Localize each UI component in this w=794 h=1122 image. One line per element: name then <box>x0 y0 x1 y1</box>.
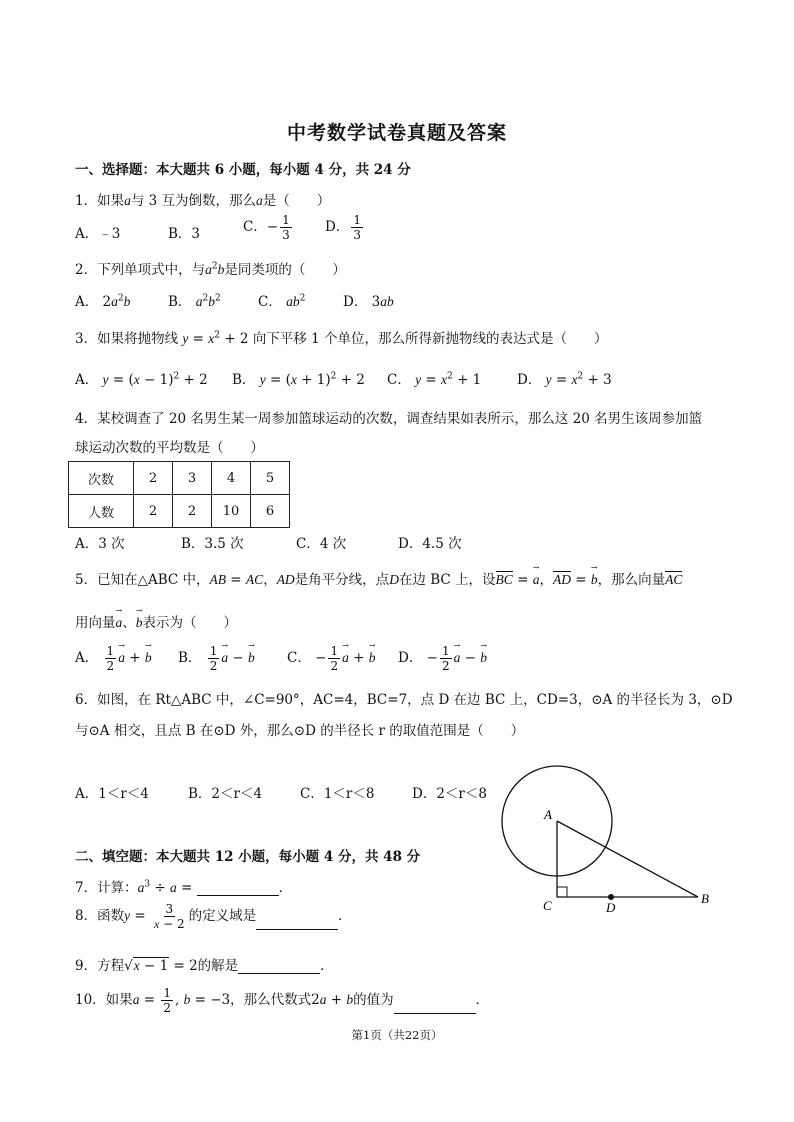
q2-option-b: B． $a^2b^2$ <box>168 293 221 310</box>
q5-text-2: ， <box>263 572 277 588</box>
table-row <box>69 495 290 528</box>
page-title: 中考数学试卷真题及答案 <box>286 122 507 144</box>
table-cell: 4 <box>212 462 251 495</box>
q4-option-a: A．3 次 <box>75 536 125 552</box>
q5-option-d: D． − $\frac{1}{2}$ → a − → b <box>398 645 487 672</box>
q1-option-d <box>325 214 365 241</box>
q1-text-3: 是（ ） <box>262 193 331 209</box>
question-2: 2．下列单项式中，与$a^2b$是同类项的（ ） <box>75 261 346 278</box>
question-5-line-2: 用向量→ a、→ b表示为（ ） <box>75 611 237 631</box>
right-angle-marker <box>557 887 567 897</box>
q1-options <box>75 222 120 242</box>
q9-text-1: 9．方程 <box>75 958 125 974</box>
q4-line-2: 球运动次数的平均数是（ ） <box>75 440 264 456</box>
question-5-line-1: 5．已知在△ABC 中，AB = AC，AD是角平分线，点D在边 BC 上，设BC = → a，AD = → b，那么向量AC <box>75 568 682 588</box>
q3-option-d: D． $y = x^2 + 3$ <box>517 371 612 388</box>
q1-text-2: 与 3 互为倒数，那么 <box>130 193 257 209</box>
q10-text-2: ，那么代数式 <box>230 992 312 1008</box>
table-cell: 3 <box>173 462 212 495</box>
q2-option-a: A． $2a^2b$ <box>75 293 131 310</box>
q3-option-b: B． $y = (x + 1)^2 + 2$ <box>232 371 365 388</box>
q5-option-c: C． − $\frac{1}{2}$ → a + → b <box>287 645 376 672</box>
q6-line-2: 与⊙A 相交，且点 B 在⊙D 外，那么⊙D 的半径长 r 的取值范围是（ ） <box>75 723 525 739</box>
q2-text-1: 2．下列单项式中，与 <box>75 262 206 278</box>
fraction: $\frac{1}{3}$ <box>353 213 361 242</box>
question-7: 7．计算：$a^3 \div a$ = ． <box>75 879 293 896</box>
q4-option-d: D．4.5 次 <box>398 536 462 552</box>
q5-text-7: 用向量 <box>75 615 116 631</box>
q1-option-d-label: D． <box>325 219 350 235</box>
table-cell: 5 <box>251 462 290 495</box>
q10-text-4: ． <box>475 992 490 1008</box>
q3-option-a: A． $y = (x - 1)^2 + 2$ <box>75 371 208 388</box>
q9-text-3: ． <box>320 958 334 974</box>
q8-text-2: 的定义域是 <box>188 908 257 924</box>
question-10: 10．如果a = $\frac{1}{2}$ , b = −3，那么代数式2a + b的值为 ． <box>75 986 490 1015</box>
segment-ab <box>557 821 698 897</box>
q7-text-1: 7．计算： <box>75 880 138 896</box>
q4-line-1: 4．某校调查了 20 名男生某一周参加篮球运动的次数，调查结果如表所示，那么这 20 名男生该周参加篮 <box>75 411 703 427</box>
var-a: a <box>256 193 263 208</box>
q1-option-c: C．− $\frac{1}{3}$ <box>243 213 290 242</box>
table-cell: 2 <box>134 495 173 528</box>
geometry-figure <box>495 760 725 915</box>
q1-text-1: 1．如果 <box>75 193 125 209</box>
q3-option-c: C． $y = x^2 + 1$ <box>387 371 482 388</box>
q2-option-c: C． $ab^2$ <box>258 293 306 310</box>
table-cell: 6 <box>251 495 290 528</box>
answer-blank[interactable] <box>394 1013 476 1014</box>
q5-text-3: 是角平分线，点 <box>294 572 390 588</box>
q5-text-5: ， <box>539 572 553 588</box>
label-a: A <box>544 807 552 822</box>
answer-blank[interactable] <box>238 973 320 974</box>
q2-text-2: 是同类项的（ ） <box>224 262 346 278</box>
q5-option-b: B． $\frac{1}{2}$ → a − → b <box>178 645 255 672</box>
question-3: 3．如果将抛物线 $y = x^2 + 2$ 向下平移 1 个单位，那么所得新抛物线的表达式是（ ） <box>75 330 608 347</box>
q6-option-a: A．1＜r＜4 <box>75 786 149 802</box>
page-footer: 第1页（共22页） <box>351 1028 443 1042</box>
q2-option-d: D． 3ab <box>343 294 394 310</box>
q5-text-9: 表示为（ ） <box>142 615 237 631</box>
q5-text-8: 、 <box>122 615 136 631</box>
section-heading-fill: 二、填空题：本大题共 12 小题，每小题 4 分，共 48 分 <box>75 849 421 865</box>
q6-line-1: 6．如图，在 Rt△ABC 中，∠C=90°，AC=4，BC=7，点 D 在边 BC 上，CD=3，⊙A 的半径长为 3，⊙D <box>75 692 733 708</box>
q1-option-b: B．3 <box>168 226 201 242</box>
var-a: a <box>124 193 131 208</box>
table-cell: 2 <box>134 462 173 495</box>
q4-option-c: C．4 次 <box>296 536 347 552</box>
label-d: D <box>606 900 616 915</box>
table-cell: 人数 <box>69 495 134 528</box>
q8-text-3: ． <box>338 908 352 924</box>
q8-text-1: 8．函数 <box>75 908 125 924</box>
q6-option-d: D．2＜r＜8 <box>412 786 487 802</box>
q3-text-1: 3．如果将抛物线 <box>75 331 179 347</box>
section-heading-choice: 一、选择题：本大题共 6 小题，每小题 4 分，共 24 分 <box>75 162 411 178</box>
q3-text-2: 向下平移 1 个单位，那么所得新抛物线的表达式是（ ） <box>252 331 608 347</box>
table-cell: 次数 <box>69 462 134 495</box>
table-row <box>69 462 290 495</box>
label-c: C <box>543 898 552 913</box>
q5-option-a: A． $\frac{1}{2}$ → a + → b <box>75 645 152 672</box>
q6-option-b: B．2＜r＜4 <box>188 786 263 802</box>
q4-option-b: B．3.5 次 <box>181 536 244 552</box>
fraction: $\frac{1}{3}$ <box>282 213 290 242</box>
label-b: B <box>701 891 709 906</box>
q6-option-c: C．1＜r＜8 <box>300 786 375 802</box>
q10-text-3: 的值为 <box>353 992 394 1008</box>
table-cell: 2 <box>173 495 212 528</box>
q5-text-6: ，那么向量 <box>597 572 666 588</box>
q5-text-1: 5．已知在△ABC 中， <box>75 572 210 588</box>
q1-option-c-label: C． <box>243 219 267 235</box>
answer-blank[interactable] <box>256 929 338 930</box>
question-1 <box>75 189 330 209</box>
q9-text-2: 的解是 <box>197 958 239 974</box>
question-9: 9．方程√x − 1 = 2的解是 ． <box>75 958 334 974</box>
q1-option-a: A．﹣3 <box>75 226 121 242</box>
answer-blank[interactable] <box>197 895 279 896</box>
table-cell: 10 <box>212 495 251 528</box>
question-8: 8．函数y = $\frac{3}{x - 2}$ 的定义域是 ． <box>75 902 352 931</box>
q10-text-1: 10．如果 <box>75 992 133 1008</box>
frequency-table <box>68 461 290 528</box>
q5-text-4: 在边 BC 上，设 <box>398 572 496 588</box>
q7-text-2: ． <box>278 880 293 896</box>
